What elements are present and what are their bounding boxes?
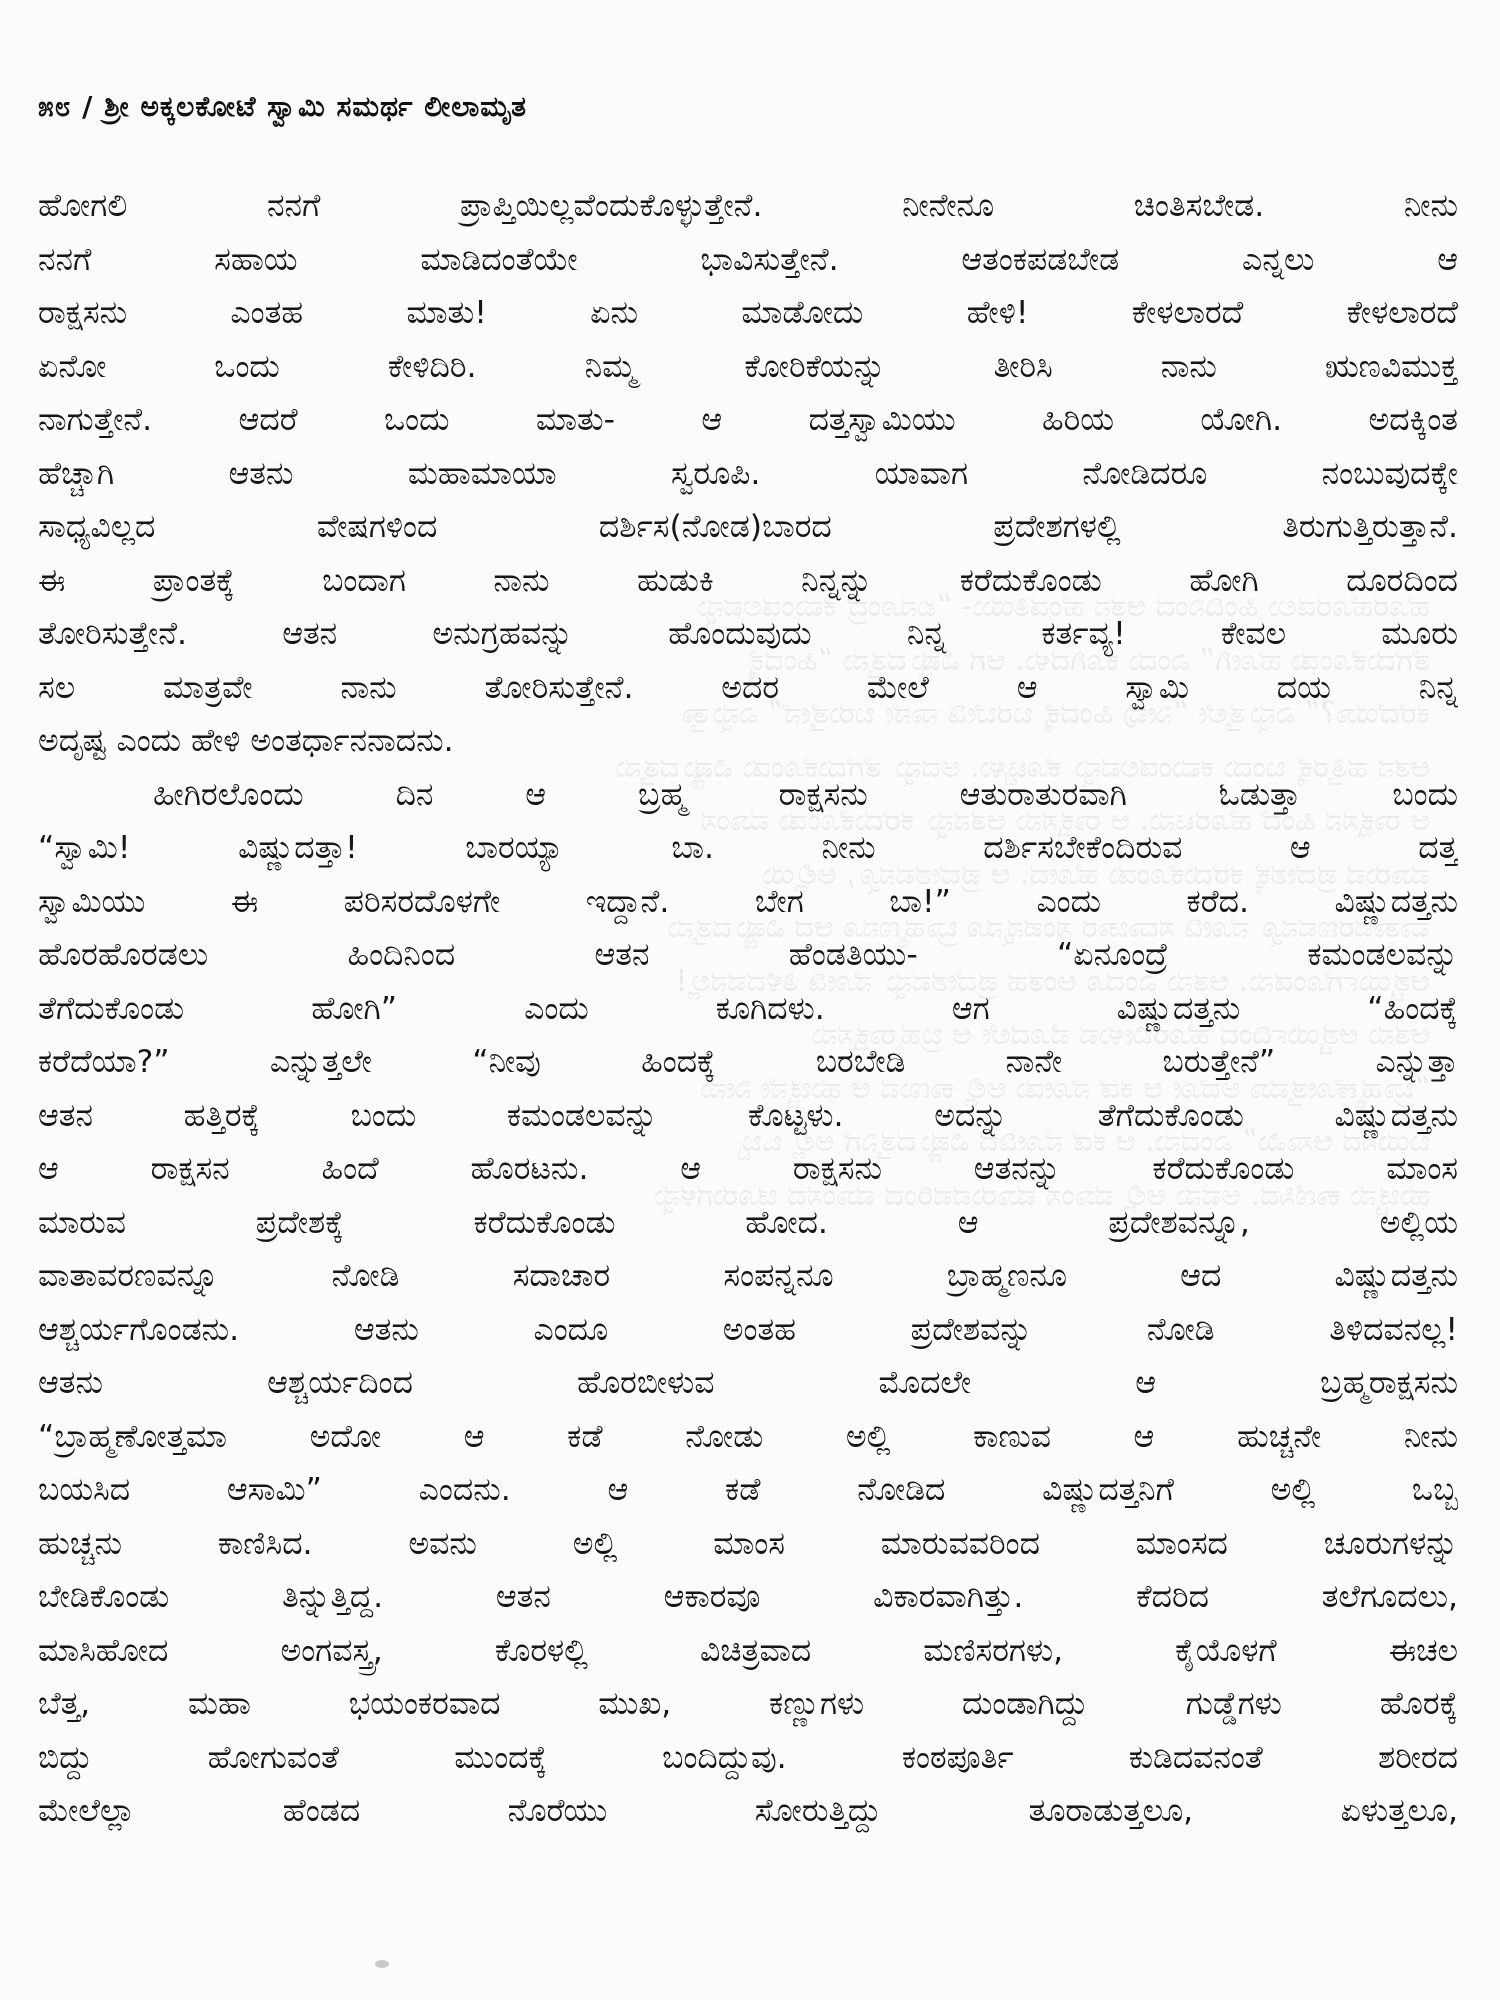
text-line: ಆ ರಾಕ್ಷಸನ ಹಿಂದೆ ಹೊರಟನು. ಆ ರಾಕ್ಷಸನು ಆತನನ್ನು ಕರೆದುಕೊಂಡು ಮಾಂಸ xyxy=(38,1151,1458,1187)
text-line: “ಸ್ವಾಮಿ! ವಿಷ್ಣುದತ್ತಾ! ಬಾರಯ್ಯಾ ಬಾ. ನೀನು ದರ್ಶಿಸಬೇಕೆಂದಿರುವ ಆ ದತ್ತ xyxy=(38,830,1458,866)
text-line: ಆತನು ಆಶ್ಚರ್ಯದಿಂದ ಹೊರಬೀಳುವ ಮೊದಲೇ ಆ ಬ್ರಹ್ಮರಾಕ್ಷಸನು xyxy=(38,1365,1458,1401)
text-line: ಮಾರುವ ಪ್ರದೇಶಕ್ಕೆ ಕರೆದುಕೊಂಡು ಹೋದ. ಆ ಪ್ರದೇಶವನ್ನೂ, ಅಲ್ಲಿಯ xyxy=(38,1204,1458,1241)
text-line: ಸಾಧ್ಯವಿಲ್ಲದ ವೇಷಗಳಿಂದ ದರ್ಶಿಸ(ನೋಡ)ಬಾರದ ಪ್ರದೇಶಗಳಲ್ಲಿ ತಿರುಗುತ್ತಿರುತ್ತಾನೆ. xyxy=(38,509,1458,545)
ghost-line: ಆ ರಾಕ್ಷಸನ ಹಿಂದೆ ಹೊರಟನು. ಆ ರಾಕ್ಷಸನು ಆತನನ್ನು ಕರೆದುಕೊಂಡು ಮಾಂಸ xyxy=(700,803,1430,838)
text-line: ತೋರಿಸುತ್ತೇನೆ. ಆತನ ಅನುಗ್ರಹವನ್ನು ಹೊಂದುವುದು ನಿನ್ನ ಕರ್ತವ್ಯ! ಕೇವಲ ಮೂರು xyxy=(38,616,1458,652)
text-line: ಆಶ್ಚರ್ಯಗೊಂಡನು. ಆತನು ಎಂದೂ ಅಂತಹ ಪ್ರದೇಶವನ್ನು ನೋಡಿ ತಿಳಿದವನಲ್ಲ! xyxy=(38,1311,1458,1348)
paper-speck xyxy=(375,1960,389,1968)
ghost-line: ಹೊರಹೊರಡಲು ಹಿಂದಿನಿಂದ ಆತನ ಹೆಂಡತಿಯು- “ಏನೂಂದ್ರೆ ಕಮಂಡಲವನ್ನು xyxy=(693,589,1430,624)
text-line: ಹೆಚ್ಚಾಗಿ ಆತನು ಮಹಾಮಾಯಾ ಸ್ವರೂಪಿ. ಯಾವಾಗ ನೋಡಿದರೂ ನಂಬುವುದಕ್ಕೇ xyxy=(38,455,1458,492)
ghost-line: ತೆಗೆದುಕೊಂಡು ಹೋಗಿ” ಎಂದು ಕೂಗಿದಳು. ಆಗ ವಿಷ್ಣುದತ್ತನು “ಹಿಂದಕ್ಕೆ xyxy=(746,642,1430,678)
ghost-line: ಮಾರುವ ಪ್ರದೇಶಕ್ಕೆ ಕರೆದುಕೊಂಡು ಹೋದ. ಆ ಪ್ರದೇಶವನ್ನೂ, ಅಲ್ಲಿಯ xyxy=(762,856,1430,892)
ghost-line: ಬಯಸಿದ ಆಸಾಮಿ” ಎಂದನು. ಆ ಕಡೆ ನೋಡಿದ ವಿಷ್ಣುದತ್ತನಿಗೆ ಅಲ್ಲಿ ಒಬ್ಬ xyxy=(738,1124,1430,1159)
text-line: ಬೇಡಿಕೊಂಡು ತಿನ್ನುತ್ತಿದ್ದ. ಆತನ ಆಕಾರವೂ ವಿಕಾರವಾಗಿತ್ತು. ಕೆದರಿದ ತಲೆಗೂದಲು, xyxy=(38,1579,1458,1615)
text-line: ಕರೆದೆಯಾ?” ಎನ್ನುತ್ತಲೇ “ನೀವು ಹಿಂದಕ್ಕೆ ಬರಬೇಡಿ ನಾನೇ ಬರುತ್ತೇನೆ” ಎನ್ನುತ್ತಾ xyxy=(38,1044,1458,1080)
text-line: ಬಯಸಿದ ಆಸಾಮಿ” ಎಂದನು. ಆ ಕಡೆ ನೋಡಿದ ವಿಷ್ಣುದತ್ತನಿಗೆ ಅಲ್ಲಿ ಒಬ್ಬ xyxy=(38,1472,1458,1508)
text-line: ಅದೃಷ್ಟ ಎಂದು ಹೇಳಿ ಅಂತರ್ಧಾನನಾದನು. xyxy=(38,723,454,759)
text-line: ತೆಗೆದುಕೊಂಡು ಹೋಗಿ” ಎಂದು ಕೂಗಿದಳು. ಆಗ ವಿಷ್ಣುದತ್ತನು “ಹಿಂದಕ್ಕೆ xyxy=(38,990,1458,1027)
text-line: ರಾಕ್ಷಸನು ಎಂತಹ ಮಾತು! ಏನು ಮಾಡೋದು ಹೇಳಿ! ಕೇಳಲಾರದೆ ಕೇಳಲಾರದೆ xyxy=(38,295,1458,331)
ghost-line: ಕರೆದೆಯಾ?” ಎನ್ನುತ್ತಲೇ “ನೀವು ಹಿಂದಕ್ಕೆ ಬರಬೇಡಿ ನಾನೇ ಬರುತ್ತೇನೆ” ಎನ್ನುತ್ತಾ xyxy=(679,696,1430,731)
text-line: ಹೊರಹೊರಡಲು ಹಿಂದಿನಿಂದ ಆತನ ಹೆಂಡತಿಯು- “ಏನೂಂದ್ರೆ ಕಮಂಡಲವನ್ನು xyxy=(38,937,1458,973)
ghost-line: ಆತನು ಆಶ್ಚರ್ಯದಿಂದ ಹೊರಬೀಳುವ ಮೊದಲೇ ಆ ಬ್ರಹ್ಮರಾಕ್ಷಸನು xyxy=(811,1017,1430,1052)
ghost-line: ವಾತಾವರಣವನ್ನೂ ನೋಡಿ ಸದಾಚಾರ ಸಂಪನ್ನನೂ ಬ್ರಾಹ್ಮಣನೂ ಆದ ವಿಷ್ಣುದತ್ತನು xyxy=(667,910,1430,945)
text-line: ಬೆತ್ತ, ಮಹಾ ಭಯಂಕರವಾದ ಮುಖ, ಕಣ್ಣುಗಳು ದುಂಡಾಗಿದ್ದು ಗುಡ್ಡೆಗಳು ಹೊರಕ್ಕೆ xyxy=(38,1686,1458,1722)
ghost-line: “ಬ್ರಾಹ್ಮಣೋತ್ತಮಾ ಅದೋ ಆ ಕಡೆ ನೋಡು ಅಲ್ಲಿ ಕಾಣುವ ಆ ಹುಚ್ಚನೇ ನೀನು xyxy=(699,1070,1430,1106)
ghost-line: ಹುಚ್ಚನು ಕಾಣಿಸಿದ. ಅವನು ಅಲ್ಲಿ ಮಾಂಸ ಮಾರುವವರಿಂದ ಮಾಂಸದ ಚೂರುಗಳನ್ನು xyxy=(649,1177,1430,1213)
text-line: ಹುಚ್ಚನು ಕಾಣಿಸಿದ. ಅವನು ಅಲ್ಲಿ ಮಾಂಸ ಮಾರುವವರಿಂದ ಮಾಂಸದ ಚೂರುಗಳನ್ನು xyxy=(38,1525,1458,1562)
page-header: ೫೮ / ಶ್ರೀ ಅಕ್ಕಲಕೋಟೆ ಸ್ವಾಮಿ ಸಮರ್ಥ ಲೀಲಾಮೃತ xyxy=(38,90,527,123)
text-line: “ಬ್ರಾಹ್ಮಣೋತ್ತಮಾ ಅದೋ ಆ ಕಡೆ ನೋಡು ಅಲ್ಲಿ ಕಾಣುವ ಆ ಹುಚ್ಚನೇ ನೀನು xyxy=(38,1418,1458,1455)
text-line: ಸ್ವಾಮಿಯು ಈ ಪರಿಸರದೊಳಗೇ ಇದ್ದಾನೆ. ಬೇಗ ಬಾ!” ಎಂದು ಕರೆದ. ವಿಷ್ಣುದತ್ತನು xyxy=(38,883,1458,920)
body-text xyxy=(38,180,1458,1839)
text-line: ಏನೋ ಒಂದು ಕೇಳಿದಿರಿ. ನಿಮ್ಮ ಕೋರಿಕೆಯನ್ನು ತೀರಿಸಿ ನಾನು ಋಣವಿಮುಕ್ತ xyxy=(38,348,1458,385)
text-line: ಆತನ ಹತ್ತಿರಕ್ಕೆ ಬಂದು ಕಮಂಡಲವನ್ನು ಕೊಟ್ಟಳು. ಅದನ್ನು ತೆಗೆದುಕೊಂಡು ವಿಷ್ಣುದತ್ತನು xyxy=(38,1097,1458,1134)
text-line: ಸಲ ಮಾತ್ರವೇ ನಾನು ತೋರಿಸುತ್ತೇನೆ. ಅದರ ಮೇಲೆ ಆ ಸ್ವಾಮಿ ದಯ ನಿನ್ನ xyxy=(38,669,1458,706)
text-line: ಬಿದ್ದು ಹೋಗುವಂತೆ ಮುಂದಕ್ಕೆ ಬಂದಿದ್ದುವು. ಕಂಠಪೂರ್ತಿ ಕುಡಿದವನಂತೆ ಶರೀರದ xyxy=(38,1739,1458,1776)
text-line: ಹೋಗಲಿ ನನಗೆ ಪ್ರಾಪ್ತಿಯಿಲ್ಲವೆಂದುಕೊಳ್ಳುತ್ತೇನೆ. ನೀನೇನೂ ಚಿಂತಿಸಬೇಡ. ನೀನು xyxy=(38,188,1458,224)
text-line: ನನಗೆ ಸಹಾಯ ಮಾಡಿದಂತೆಯೇ ಭಾವಿಸುತ್ತೇನೆ. ಆತಂಕಪಡಬೇಡ ಎನ್ನಲು ಆ xyxy=(38,241,1458,278)
text-line: ಈ ಪ್ರಾಂತಕ್ಕೆ ಬಂದಾಗ ನಾನು ಹುಡುಕಿ ನಿನ್ನನ್ನು ಕರೆದುಕೊಂಡು ಹೋಗಿ ದೂರದಿಂದ xyxy=(38,562,1458,599)
ghost-line: ಆತನ ಹತ್ತಿರಕ್ಕೆ ಬಂದು ಕಮಂಡಲವನ್ನು ಕೊಟ್ಟಳು. ಅದನ್ನು ತೆಗೆದುಕೊಂಡು ವಿಷ್ಣುದತ್ತನು xyxy=(615,749,1430,785)
text-line: ಮೇಲೆಲ್ಲಾ ಹೆಂಡದ ನೊರೆಯು ಸೋರುತ್ತಿದ್ದು ತೂರಾಡುತ್ತಲೂ, ಏಳುತ್ತಲೂ, xyxy=(38,1793,1458,1829)
text-line-paragraph-start: ಹೀಗಿರಲೊಂದು ದಿನ ಆ ಬ್ರಹ್ಮ ರಾಕ್ಷಸನು ಆತುರಾತುರವಾಗಿ ಓಡುತ್ತಾ ಬಂದು xyxy=(153,776,1458,813)
text-line: ನಾಗುತ್ತೇನೆ. ಆದರೆ ಒಂದು ಮಾತು- ಆ ದತ್ತಸ್ವಾಮಿಯು ಹಿರಿಯ ಯೋಗಿ. ಅದಕ್ಕಿಂತ xyxy=(38,402,1458,438)
text-line: ಮಾಸಿಹೋದ ಅಂಗವಸ್ತ್ರ, ಕೊರಳಲ್ಲಿ ವಿಚಿತ್ರವಾದ ಮಣಿಸರಗಳು, ಕೈಯೊಳಗೆ ಈಚಲ xyxy=(38,1632,1458,1669)
text-line: ವಾತಾವರಣವನ್ನೂ ನೋಡಿ ಸದಾಚಾರ ಸಂಪನ್ನನೂ ಬ್ರಾಹ್ಮಣನೂ ಆದ ವಿಷ್ಣುದತ್ತನು xyxy=(38,1258,1458,1294)
ghost-line: ಆಶ್ಚರ್ಯಗೊಂಡನು. ಆತನು ಎಂದೂ ಅಂತಹ ಪ್ರದೇಶವನ್ನು ನೋಡಿ ತಿಳಿದವನಲ್ಲ! xyxy=(675,963,1430,999)
